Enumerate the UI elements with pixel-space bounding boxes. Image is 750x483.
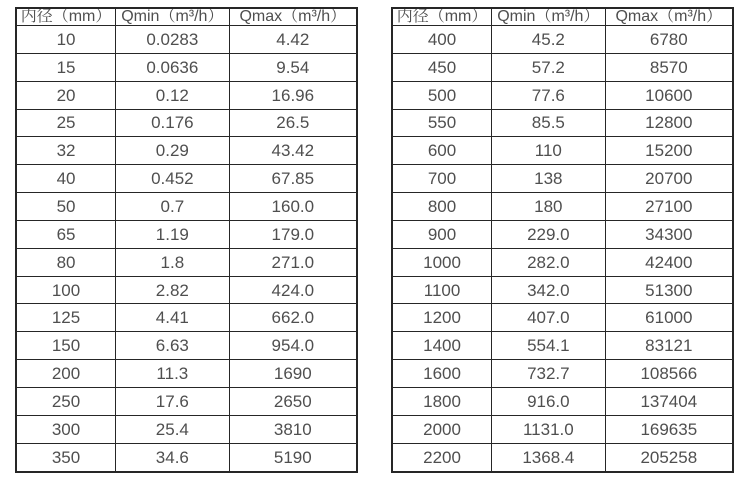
cell-qmin: 1.8	[116, 248, 230, 276]
cell-diameter: 1000	[392, 248, 492, 276]
cell-qmax: 42400	[605, 248, 733, 276]
cell-qmin: 11.3	[116, 360, 230, 388]
table-row	[392, 81, 733, 109]
table-row	[392, 276, 733, 304]
cell-qmin: 554.1	[492, 332, 606, 360]
cell-qmax: 34300	[605, 220, 733, 248]
cell-qmin: 77.6	[492, 81, 606, 109]
cell-diameter: 65	[16, 220, 116, 248]
table-row	[392, 248, 733, 276]
cell-qmin: 0.12	[116, 81, 230, 109]
table-row	[16, 276, 357, 304]
cell-qmax: 5190	[229, 443, 357, 472]
cell-qmin: 407.0	[492, 304, 606, 332]
cell-diameter: 150	[16, 332, 116, 360]
header-row	[16, 8, 357, 26]
table-row	[16, 26, 357, 54]
table-row	[16, 220, 357, 248]
cell-qmin: 0.29	[116, 137, 230, 165]
table-row	[392, 304, 733, 332]
table-row	[16, 360, 357, 388]
table-row	[392, 387, 733, 415]
cell-qmax: 67.85	[229, 165, 357, 193]
cell-diameter: 550	[392, 109, 492, 137]
cell-qmin: 138	[492, 165, 606, 193]
table-row	[392, 332, 733, 360]
cell-qmax: 16.96	[229, 81, 357, 109]
cell-qmax: 10600	[605, 81, 733, 109]
cell-diameter: 40	[16, 165, 116, 193]
table-row	[16, 193, 357, 221]
cell-qmin: 732.7	[492, 360, 606, 388]
cell-qmax: 8570	[605, 53, 733, 81]
table-row	[392, 109, 733, 137]
table-row	[16, 443, 357, 472]
cell-qmin: 4.41	[116, 304, 230, 332]
cell-qmin: 110	[492, 137, 606, 165]
flow-rate-table-large-diameters	[391, 7, 734, 473]
table-row	[16, 137, 357, 165]
cell-qmin: 0.7	[116, 193, 230, 221]
cell-qmax: 43.42	[229, 137, 357, 165]
column-header-diameter: 内径（mm）	[392, 8, 492, 26]
cell-qmin: 34.6	[116, 443, 230, 472]
cell-qmin: 1131.0	[492, 415, 606, 443]
cell-qmin: 0.0283	[116, 26, 230, 54]
cell-diameter: 200	[16, 360, 116, 388]
table-row	[16, 81, 357, 109]
cell-qmin: 25.4	[116, 415, 230, 443]
cell-diameter: 800	[392, 193, 492, 221]
table-row	[16, 387, 357, 415]
cell-diameter: 1400	[392, 332, 492, 360]
table-row	[16, 53, 357, 81]
cell-qmin: 85.5	[492, 109, 606, 137]
cell-qmax: 1690	[229, 360, 357, 388]
cell-qmin: 17.6	[116, 387, 230, 415]
cell-qmin: 1368.4	[492, 443, 606, 472]
cell-qmax: 662.0	[229, 304, 357, 332]
cell-qmax: 205258	[605, 443, 733, 472]
cell-qmin: 0.176	[116, 109, 230, 137]
cell-qmax: 424.0	[229, 276, 357, 304]
cell-qmin: 0.0636	[116, 53, 230, 81]
cell-qmax: 26.5	[229, 109, 357, 137]
cell-qmax: 169635	[605, 415, 733, 443]
cell-qmax: 12800	[605, 109, 733, 137]
table-row	[16, 109, 357, 137]
cell-qmax: 108566	[605, 360, 733, 388]
column-header-qmax: Qmax（m³/h）	[605, 8, 733, 26]
column-header-qmax: Qmax（m³/h）	[229, 8, 357, 26]
cell-diameter: 450	[392, 53, 492, 81]
cell-qmax: 27100	[605, 193, 733, 221]
cell-qmin: 180	[492, 193, 606, 221]
table-row	[392, 53, 733, 81]
table-row	[392, 360, 733, 388]
cell-qmin: 2.82	[116, 276, 230, 304]
cell-diameter: 10	[16, 26, 116, 54]
flow-rate-table-small-diameters	[15, 7, 358, 473]
table-row	[392, 165, 733, 193]
column-header-qmin: Qmin（m³/h）	[492, 8, 606, 26]
cell-qmin: 342.0	[492, 276, 606, 304]
table-row	[16, 304, 357, 332]
cell-diameter: 1800	[392, 387, 492, 415]
cell-qmin: 1.19	[116, 220, 230, 248]
cell-diameter: 250	[16, 387, 116, 415]
table-row	[16, 165, 357, 193]
cell-diameter: 15	[16, 53, 116, 81]
column-header-diameter: 内径（mm）	[16, 8, 116, 26]
cell-qmax: 9.54	[229, 53, 357, 81]
cell-qmax: 954.0	[229, 332, 357, 360]
cell-qmin: 57.2	[492, 53, 606, 81]
cell-diameter: 2200	[392, 443, 492, 472]
cell-diameter: 1600	[392, 360, 492, 388]
table-row	[16, 415, 357, 443]
cell-diameter: 900	[392, 220, 492, 248]
cell-diameter: 80	[16, 248, 116, 276]
cell-diameter: 300	[16, 415, 116, 443]
cell-qmax: 20700	[605, 165, 733, 193]
table-row	[392, 443, 733, 472]
cell-qmax: 83121	[605, 332, 733, 360]
cell-qmax: 137404	[605, 387, 733, 415]
cell-qmin: 916.0	[492, 387, 606, 415]
column-header-qmin: Qmin（m³/h）	[116, 8, 230, 26]
cell-diameter: 700	[392, 165, 492, 193]
cell-diameter: 500	[392, 81, 492, 109]
cell-qmin: 229.0	[492, 220, 606, 248]
header-row	[392, 8, 733, 26]
cell-diameter: 1100	[392, 276, 492, 304]
cell-qmax: 179.0	[229, 220, 357, 248]
cell-diameter: 25	[16, 109, 116, 137]
table-row	[392, 193, 733, 221]
table-row	[392, 137, 733, 165]
cell-diameter: 20	[16, 81, 116, 109]
cell-diameter: 600	[392, 137, 492, 165]
cell-qmax: 3810	[229, 415, 357, 443]
cell-diameter: 50	[16, 193, 116, 221]
cell-qmin: 6.63	[116, 332, 230, 360]
cell-diameter: 350	[16, 443, 116, 472]
cell-diameter: 400	[392, 26, 492, 54]
cell-qmin: 45.2	[492, 26, 606, 54]
cell-qmin: 0.452	[116, 165, 230, 193]
cell-qmax: 2650	[229, 387, 357, 415]
cell-diameter: 1200	[392, 304, 492, 332]
cell-qmax: 51300	[605, 276, 733, 304]
cell-qmax: 61000	[605, 304, 733, 332]
table-row	[392, 415, 733, 443]
cell-qmin: 282.0	[492, 248, 606, 276]
cell-qmax: 6780	[605, 26, 733, 54]
cell-diameter: 125	[16, 304, 116, 332]
cell-diameter: 32	[16, 137, 116, 165]
cell-qmax: 15200	[605, 137, 733, 165]
cell-qmax: 160.0	[229, 193, 357, 221]
cell-diameter: 100	[16, 276, 116, 304]
cell-qmax: 4.42	[229, 26, 357, 54]
table-row	[16, 332, 357, 360]
table-row	[392, 220, 733, 248]
table-row	[392, 26, 733, 54]
cell-diameter: 2000	[392, 415, 492, 443]
table-row	[16, 248, 357, 276]
cell-qmax: 271.0	[229, 248, 357, 276]
